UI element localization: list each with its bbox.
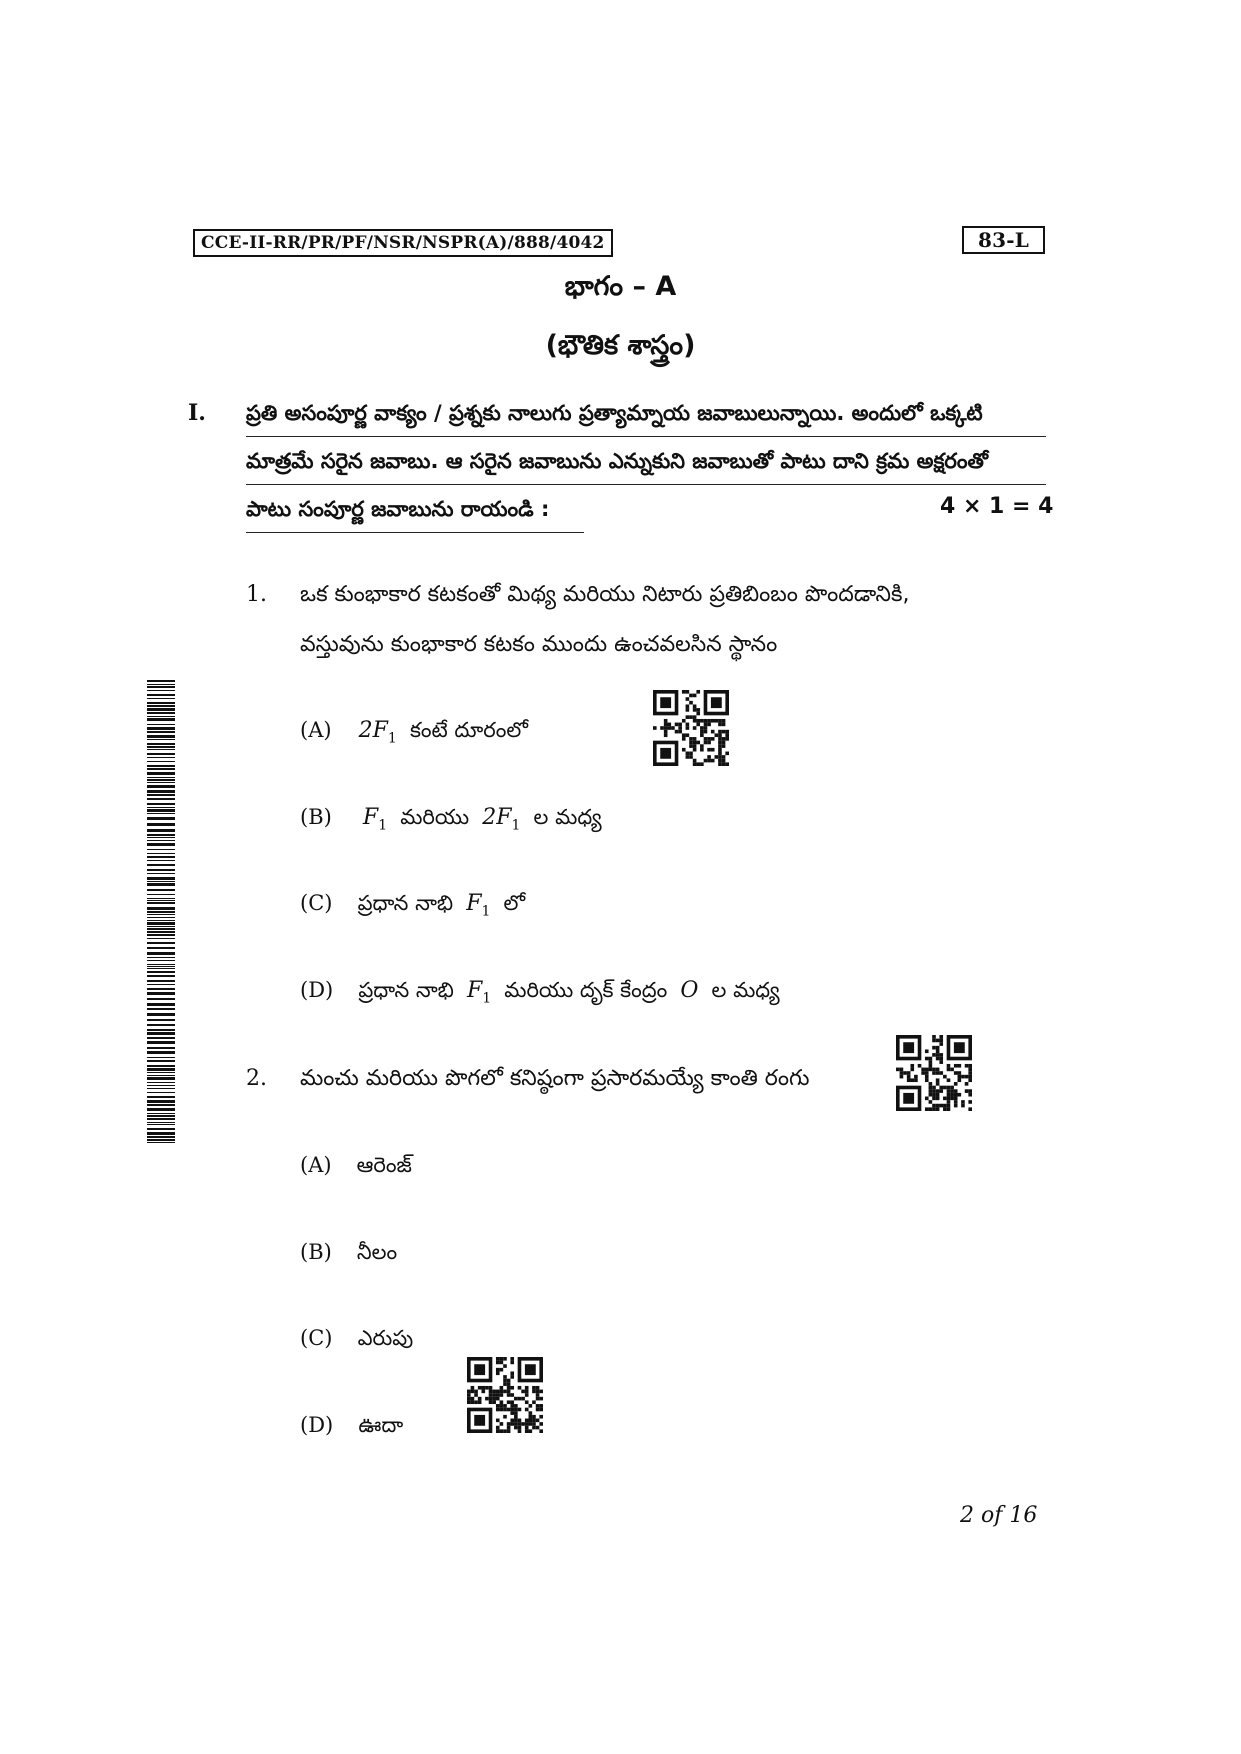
math-term: $F_1$	[466, 978, 492, 1007]
paper-code: CCE-II-RR/PR/PF/NSR/NSPR(A)/888/4042	[193, 229, 613, 257]
math-term: O	[680, 978, 699, 1003]
underline-2	[246, 484, 1046, 485]
option-text: ల మధ్య	[533, 805, 602, 829]
instruction-line-2: మాత్రమే సరైన జవాబు. ఆ సరైన జవాబును ఎన్నుకుని జవాబుతో పాటు దాని క్రమ అక్షరంతో	[246, 449, 989, 473]
page-code: 83-L	[962, 226, 1045, 254]
subject-title: (భౌతిక శాస్త్రం)	[545, 330, 696, 361]
option-text: నీలం	[356, 1240, 398, 1264]
q1-option-d[interactable]	[300, 975, 780, 1006]
question-2-number: 2.	[246, 1066, 267, 1091]
option-label: (D)	[300, 1413, 334, 1437]
option-text: ప్రధాన నాభి	[357, 891, 454, 915]
q1-option-a[interactable]	[300, 715, 528, 746]
math-term: $2F_1$	[482, 805, 521, 834]
option-text: ఆరెంజ్	[356, 1153, 412, 1177]
instruction-line-3: పాటు సంపూర్ణ జవాబును రాయండి :	[246, 497, 550, 521]
underline-1	[246, 436, 1046, 437]
option-label: (A)	[300, 718, 332, 742]
instruction-line-1: ప్రతి అసంపూర్ణ వాక్యం / ప్రశ్నకు నాలుగు ప్రత్యామ్నాయ జవాబులున్నాయి. అందులో ఒక్కటి	[246, 401, 983, 425]
option-label: (B)	[300, 1240, 332, 1264]
option-text: మరియు	[400, 805, 470, 829]
qr-code-icon	[652, 690, 730, 766]
section-number: I.	[188, 400, 206, 426]
math-term: $F_1$	[362, 805, 388, 834]
qr-code-icon	[895, 1035, 973, 1111]
math-term: $F_1$	[466, 891, 491, 920]
option-label: (D)	[300, 978, 334, 1002]
q2-option-c[interactable]	[300, 1323, 413, 1353]
part-title: భాగం – A	[564, 271, 677, 302]
option-text: ల మధ్య	[711, 978, 780, 1002]
barcode-icon	[147, 680, 175, 1143]
option-label: (C)	[300, 1326, 333, 1350]
option-label: (A)	[300, 1153, 332, 1177]
qr-code-icon	[466, 1357, 544, 1433]
q2-option-d[interactable]	[300, 1410, 403, 1440]
page-number: 2 of 16	[960, 1503, 1038, 1528]
option-text: ఊదా	[358, 1413, 404, 1437]
question-1-line-2: వస్తువును కుంభాకార కటకం ముందు ఉంచవలసిన స్థానం	[300, 632, 778, 657]
option-text: ఎరుపు	[357, 1326, 414, 1350]
question-2-line-1: మంచు మరియు పొగలో కనిష్ఠంగా ప్రసారమయ్యే కాంతి రంగు	[300, 1066, 810, 1091]
option-text: ప్రధాన నాభి	[358, 978, 454, 1002]
q2-option-a[interactable]	[300, 1150, 412, 1180]
option-text: కంటే దూరంలో	[409, 718, 528, 742]
question-1-number: 1.	[246, 582, 267, 607]
option-text: మరియు దృక్ కేంద్రం	[504, 978, 668, 1002]
marks-scheme: 4 × 1 = 4	[940, 494, 1054, 519]
q2-option-b[interactable]	[300, 1237, 397, 1267]
option-label: (C)	[300, 891, 333, 915]
underline-3	[246, 532, 584, 533]
math-term: $2F_1$	[358, 718, 397, 747]
option-text: లో	[503, 891, 526, 915]
option-label: (B)	[300, 805, 332, 829]
question-1-line-1: ఒక కుంభాకార కటకంతో మిథ్య మరియు నిటారు ప్రతిబింబం పొందడానికి,	[300, 582, 910, 607]
q1-option-b[interactable]	[300, 802, 602, 833]
q1-option-c[interactable]	[300, 888, 525, 919]
